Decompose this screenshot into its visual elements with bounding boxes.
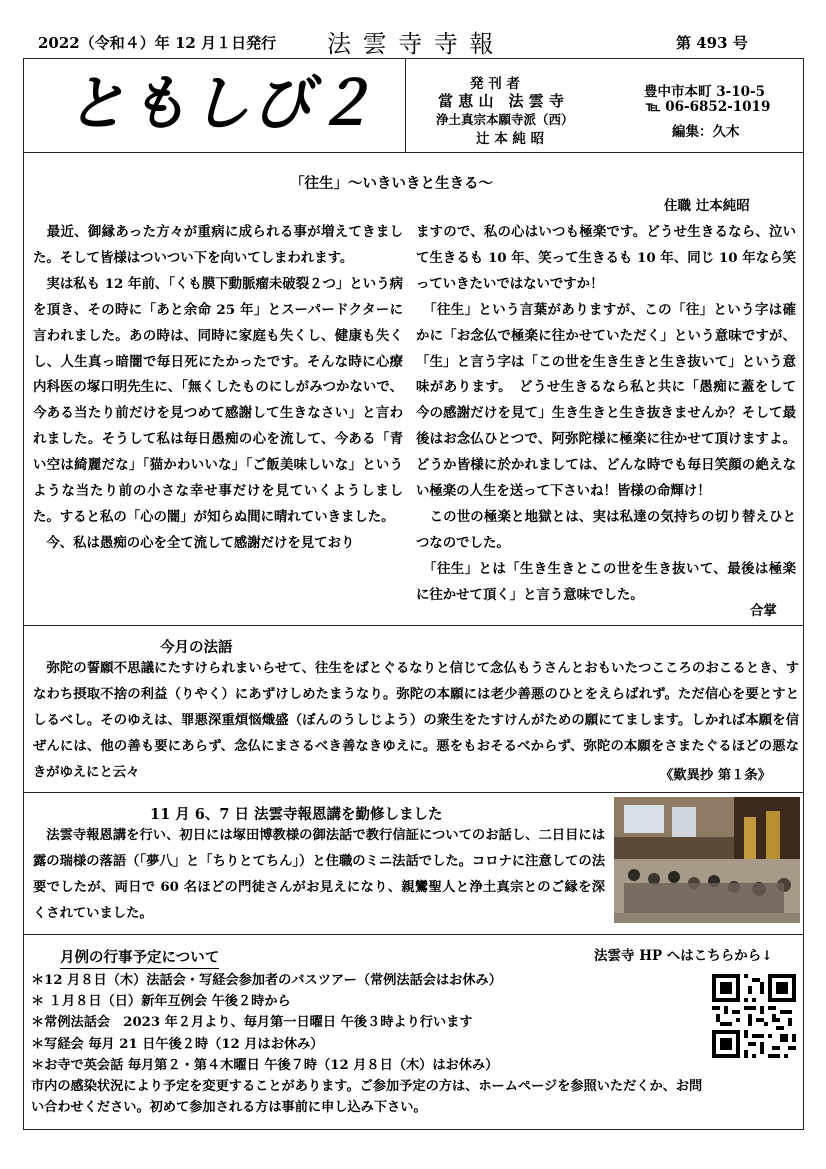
article-column-right: ますので、私の心はいつも極楽です。どうせ生きるなら、泣いて生きるも 10 年、笑って生きるも 10 年、同じ 10 年なら笑っていきたいではないですか！ 「往生」という言葉がありますが、この「往」という字は確かに「お念仏で極楽に往かせていただく」という意味ですが、「生」と言う字は「この世を生き生きと生き抜いて」という意味があります。 どうせ生きるなら私と共に「愚痴に蓋をして今の感謝だけを見て」生き生きと生き抜きませんか？そして最後はお念仏ひとつで、阿弥陀様に極楽に往かせて頂けますよ。どうか皆様に於かれましては、どんな時でも毎日笑顔の絶えない極楽の人生を送って下さいね！皆様の命輝け！ この世の極楽と地獄とは、実は私達の気持ちの切り替えひとつなのでした。 「往生」とは「生き生きとこの世を生き抜いて、最後は極楽に往かせて頂く」と言う意味でした。 xyxy=(416,224,796,603)
schedule-title: 月例の行事予定について xyxy=(60,946,219,969)
event-photo-image xyxy=(614,797,800,923)
article-column-left: 最近、御縁あった方々が重病に成られる事が増えてきました。そして皆様はついつい下を向いてしまわれます。 実は私も 12 年前、「くも膜下動脈瘤未破裂２つ」という病を頂き、その時に「あと余命 25 年」とスーパードクターに言われました。あの時は、同時に家庭も失くし、健康も失くし、人生真っ暗闇で毎日死にたかったです。そんな時に心療内科医の塚口明先生に、「無くしたものにしがみつかないで、今ある当たり前だけを見つめて感謝して生きなさい」と言われました。そうして私は毎日愚痴の心を流して、今ある「青い空は綺麗だな」「猫かわいいな」「ご飯美味しいな」というような当たり前の小さな幸せ事だけを見ていくようしました。すると私の「心の闇」が知らぬ間に晴れていきました。 今、私は愚痴の心を全て流して感謝だけを見ており xyxy=(33,224,403,551)
issue-number: 第 493 号 xyxy=(676,34,748,52)
homepage-label: 法雲寺 HP へはこちらから↓ xyxy=(594,948,773,964)
article-author: 住職 辻本純昭 xyxy=(664,198,750,214)
masthead-divider xyxy=(405,58,406,152)
telephone: ℡ 06-6852-1019 xyxy=(646,99,771,115)
homepage-qr-code[interactable] xyxy=(712,974,796,1058)
editor: 編集：久木 xyxy=(672,124,740,140)
schedule-list xyxy=(31,970,711,1118)
rule-3 xyxy=(23,792,804,793)
issue-date: 2022（令和４）年 12 月１日発行 xyxy=(38,34,277,52)
masthead-title: ともしび２ xyxy=(66,69,376,139)
paper-name: 法 雲 寺 寺 報 xyxy=(327,30,496,58)
schedule-item: ＊ １月８日（日）新年互例会 午後２時から xyxy=(31,994,291,1010)
address: 豊中市本町 3-10-5 xyxy=(644,84,765,100)
schedule-item: ＊お寺で英会話 毎月第２・第４木曜日 午後７時（12 月８日（木）はお休み） xyxy=(31,1057,499,1073)
temple-name: 當 恵 山 法 雲 寺 xyxy=(438,92,564,110)
publisher-label: 発 刊 者 xyxy=(470,76,520,92)
hougo-title: 今月の法語 xyxy=(160,639,233,656)
hougo-source: 《歎異抄 第１条》 xyxy=(660,768,772,783)
schedule-notice: 市内の感染状況により予定を変更することがあります。ご参加予定の方は、ホームページを参照いただくか、お問い合わせください。初めて参加される方は事前に申し込み下さい。 xyxy=(31,1079,703,1116)
report-text: 法雲寺報恩講を行い、初日には塚田博教様の御法話で教行信証についてのお話し、二日目には露の瑞様の落語（「夢八」と「ちりとてちん」）と住職のミニ法話でした。コロナに注意しての法要でしたが、両日で 60 名ほどの門徒さんがお見えになり、親鸞聖人と浄土真宗とのご縁を深くされていました。 xyxy=(33,828,605,921)
event-photo xyxy=(614,797,800,923)
publisher-name: 辻 本 純 昭 xyxy=(476,131,545,147)
schedule-item: ＊常例法話会 2023 年２月より、毎月第一日曜日 午後３時より行います xyxy=(31,1015,473,1031)
sect-name: 浄土真宗本願寺派（西） xyxy=(436,112,574,127)
schedule-item: ＊12 月８日（木）法話会・写経会参加者のバスツアー（常例法話会はお休み） xyxy=(31,973,502,988)
rule-2 xyxy=(23,625,804,626)
schedule-item: ＊写経会 毎月 21 日午後２時（12 月はお休み） xyxy=(31,1036,324,1052)
qr-code-image xyxy=(712,974,796,1058)
hougo-text: 弥陀の誓願不思議にたすけられまいらせて、往生をばとぐるなりと信じて念仏もうさんとおもいたつこころのおこるとき、すなわち摂取不捨の利益（りやく）にあずけしめたまうなり。弥陀の本願には老少善悪のひとをえらばれず。ただ信心を要とすとしるべし。そのゆえは、罪悪深重煩悩熾盛（ぼんのうしじよう）の衆生をたすけんがための願にてまします。しかれば本願を信ぜんには、他の善も要にあらず、念仏にまさるべき善なきゆえに。悪をもおそるべからず、弥陀の本願をさまたぐるほどの悪なきがゆえにと云々 xyxy=(33,661,799,780)
report-title: 11 月 6、7 日 法雲寺報恩講を勤修しました xyxy=(150,806,443,823)
rule-4 xyxy=(23,934,804,935)
closing-gassho: 合掌 xyxy=(750,603,777,619)
article-title: 「往生」～いきいきと生きる～ xyxy=(290,175,493,192)
rule-1 xyxy=(23,152,804,153)
